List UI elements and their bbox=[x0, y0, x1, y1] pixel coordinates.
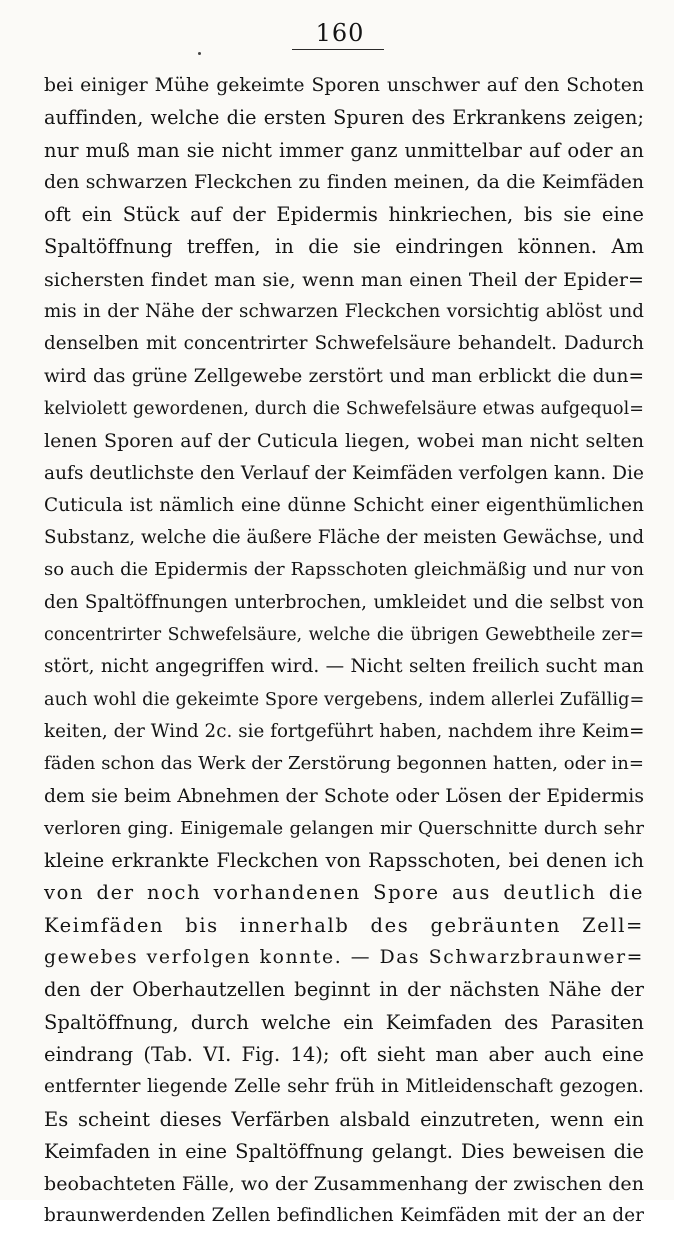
text-line: Spaltöffnung, durch welche ein Keimfaden des Parasiten bbox=[44, 1010, 644, 1034]
text-line: kelviolett gewordenen, durch die Schwefelsäure etwas aufgequol= bbox=[44, 398, 644, 419]
text-line: bei einiger Mühe gekeimte Sporen unschwer auf den Schoten bbox=[44, 75, 644, 96]
text-line: kleine erkrankte Fleckchen von Rapsschoten, bei denen ich bbox=[44, 849, 644, 873]
text-line: von der noch vorhandenen Spore aus deutlich die bbox=[44, 881, 644, 905]
text-line: Es scheint dieses Verfärben alsbald einzutreten, wenn ein bbox=[44, 1107, 644, 1131]
text-line: lenen Sporen auf der Cuticula liegen, wobei man nicht selten bbox=[44, 430, 644, 453]
text-line: keiten, der Wind 2c. sie fortgeführt haben, nachdem ihre Keim= bbox=[44, 720, 645, 742]
text-line: eindrang (Tab. VI. Fig. 14); oft sieht man aber auch eine bbox=[44, 1042, 644, 1066]
text-line: Keimfaden in eine Spaltöffnung gelangt. Dies beweisen die bbox=[44, 1139, 644, 1163]
text-line: mis in der Nähe der schwarzen Fleckchen vorsichtig ablöst und bbox=[44, 301, 644, 323]
body-text bbox=[44, 70, 644, 1233]
text-line: denselben mit concentrirter Schwefelsäure behandelt. Dadurch bbox=[44, 333, 644, 355]
text-line: stört, nicht angegriffen wird. — Nicht selten freilich sucht man bbox=[44, 656, 644, 678]
text-line: nur muß man sie nicht immer ganz unmittelbar auf oder an bbox=[44, 138, 644, 162]
text-line: Substanz, welche die äußere Fläche der meisten Gewächse, und bbox=[44, 527, 645, 549]
text-line: gewebes verfolgen konnte. — Das Schwarzbraunwer= bbox=[44, 947, 644, 969]
text-line: auffinden, welche die ersten Spuren des Erkrankens zeigen; bbox=[44, 106, 644, 130]
text-line: dem sie beim Abnehmen der Schote oder Lösen der Epidermis bbox=[44, 785, 644, 807]
text-line: aufs deutlichste den Verlauf der Keimfäden verfolgen kann. Die bbox=[44, 462, 644, 484]
text-line: wird das grüne Zellgewebe zerstört und man erblickt die dun= bbox=[44, 365, 644, 387]
text-line: so auch die Epidermis der Rapsschoten gleichmäßig und nur von bbox=[44, 559, 644, 581]
text-line: auch wohl die gekeimte Spore vergebens, indem allerlei Zufällig= bbox=[44, 689, 645, 710]
text-line: Keimfäden bis innerhalb des gebräunten Zell= bbox=[44, 913, 644, 937]
text-line: Spaltöffnung treffen, in die sie eindringen können. Am bbox=[44, 235, 644, 259]
text-line: Cuticula ist nämlich eine dünne Schicht einer eigenthümlichen bbox=[44, 494, 644, 516]
text-line: sichersten findet man sie, wenn man einen Theil der Epider= bbox=[44, 268, 644, 291]
header-dot bbox=[198, 52, 201, 55]
text-line: den schwarzen Fleckchen zu finden meinen, da die Keimfäden bbox=[44, 171, 644, 193]
page-header bbox=[0, 16, 674, 56]
text-line: beobachteten Fälle, wo der Zusammenhang der zwischen den bbox=[44, 1173, 644, 1196]
text-line: verloren ging. Einigemale gelangen mir Querschnitte durch sehr bbox=[44, 817, 644, 839]
page-number: 160 bbox=[315, 19, 365, 47]
text-line: fäden schon das Werk der Zerstörung begonnen hatten, oder in= bbox=[44, 753, 644, 775]
header-rule bbox=[292, 49, 384, 50]
text-line: braunwerdenden Zellen befindlichen Keimfäden mit der an der bbox=[44, 1205, 644, 1227]
text-line: den Spaltöffnungen unterbrochen, umkleidet und die selbst von bbox=[44, 591, 644, 613]
text-line: den der Oberhautzellen beginnt in der nächsten Nähe der bbox=[44, 978, 644, 1002]
text-line: entfernter liegende Zelle sehr früh in Mitleidenschaft gezogen. bbox=[44, 1076, 644, 1098]
text-line: oft ein Stück auf der Epidermis hinkriechen, bis sie eine bbox=[44, 203, 644, 227]
text-line: concentrirter Schwefelsäure, welche die übrigen Gewebtheile zer= bbox=[44, 625, 644, 646]
